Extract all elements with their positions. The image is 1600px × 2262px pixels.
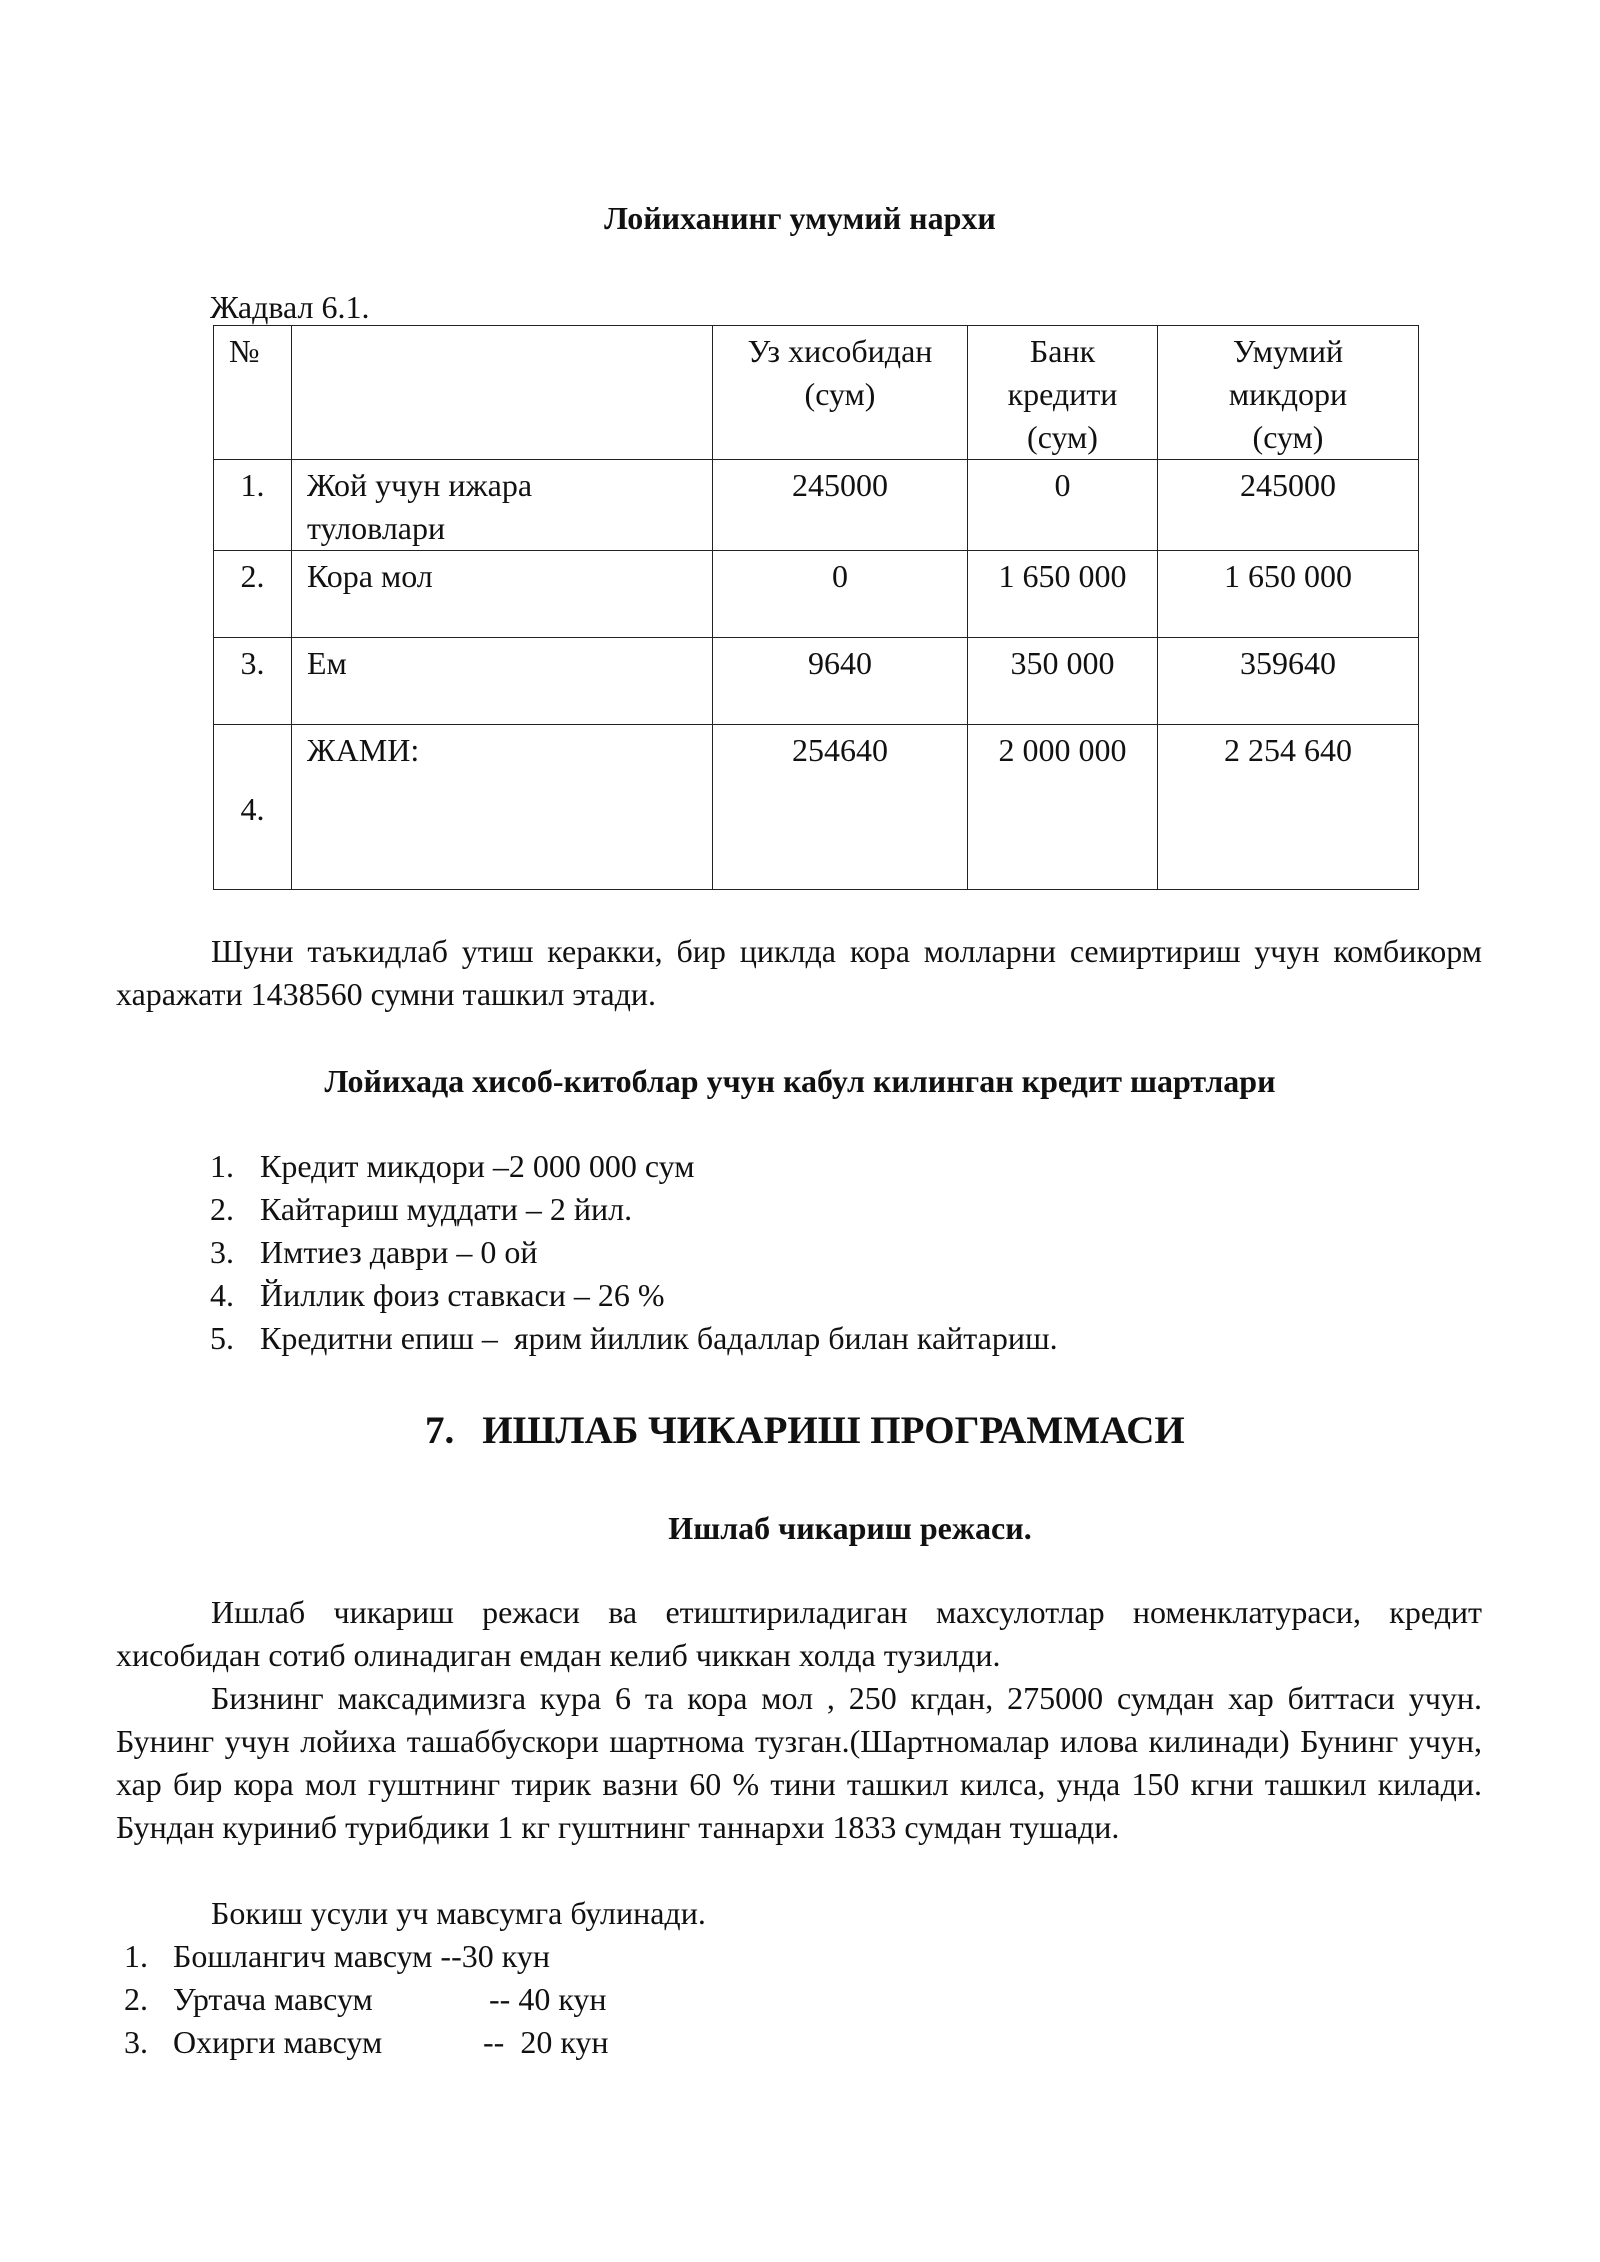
subheading: Ишлаб чикариш режаси. (668, 1510, 1032, 1546)
table-caption: Жадвал 6.1. (210, 289, 370, 325)
list-item: 5. Кредитни епиш – ярим йиллик бадаллар билан кайтариш. (210, 1320, 1058, 1356)
row-total: 1 650 000 (1158, 551, 1419, 638)
section-number: 7. (425, 1409, 455, 1452)
row-bank: 1 650 000 (968, 551, 1158, 638)
list-item: 1. Кредит микдори –2 000 000 сум (210, 1148, 695, 1184)
row-bank: 2 000 000 (968, 725, 1158, 890)
paragraph-production-plan: Ишлаб чикариш режаси ва етиштириладиган махсулотлар номенклатураси, кредит хисобидан сотиб олинадиган емдан келиб чиккан холда тузилди. (116, 1594, 1482, 1673)
section-title: ИШЛАБ ЧИКАРИШ ПРОГРАММАСИ (482, 1409, 1185, 1452)
row-name: Жой учун ижара туловлари (292, 460, 713, 551)
table-row (214, 638, 1419, 725)
header-item (292, 326, 713, 460)
header-number: № (214, 326, 292, 460)
list-item: 3. Имтиез даври – 0 ой (210, 1234, 538, 1270)
row-own: 9640 (713, 638, 968, 725)
paragraph-feeding: Бокиш усули уч мавсумга булинади. (211, 1895, 706, 1931)
table-header-row (214, 326, 1419, 460)
row-name: Ем (292, 638, 713, 725)
page-title: Лойиханинг умумий нархи (604, 200, 996, 236)
list-item: 2. Уртача мавсум -- 40 кун (124, 1981, 607, 2017)
header-total: Умумий микдори (сум) (1158, 326, 1419, 460)
cost-table (213, 325, 1419, 890)
header-own-funds: Уз хисобидан (сум) (713, 326, 968, 460)
list-item: 2. Кайтариш муддати – 2 йил. (210, 1191, 633, 1227)
row-number: 4. (214, 725, 292, 890)
list-item: 3. Охирги мавсум -- 20 кун (124, 2024, 609, 2060)
row-bank: 350 000 (968, 638, 1158, 725)
row-number: 2. (214, 551, 292, 638)
list-item: 4. Йиллик фоиз ставкаси – 26 % (210, 1277, 665, 1313)
row-bank: 0 (968, 460, 1158, 551)
row-number: 3. (214, 638, 292, 725)
row-number: 1. (214, 460, 292, 551)
list-item: 1. Бошлангич мавсум --30 кун (124, 1938, 550, 1974)
seasons-list (124, 1935, 609, 2064)
row-total: 2 254 640 (1158, 725, 1419, 890)
table-row-total (214, 725, 1419, 890)
row-own: 0 (713, 551, 968, 638)
row-total: 359640 (1158, 638, 1419, 725)
paragraph-goal: Бизнинг максадимизга кура 6 та кора мол , 250 кгдан, 275000 сумдан хар биттаси учун. Бунинг учун лойиха ташаббускори шартнома тузган.(Шартномалар илова килинади) Бунинг учун, хар бир кора мол гуштнинг тирик вазни 60 % тини ташкил килса, унда 150 кгни ташкил килади. Бундан куриниб турибдики 1 кг гуштнинг таннархи 1833 сумдан тушади. (116, 1680, 1482, 1845)
credit-terms-heading: Лойихада хисоб-китоблар учун кабул килинган кредит шартлари (324, 1063, 1276, 1099)
section-heading (425, 1406, 1185, 1456)
table-row (214, 551, 1419, 638)
row-name: Кора мол (292, 551, 713, 638)
table-row (214, 460, 1419, 551)
paragraph-fodder-cost: Шуни таъкидлаб утиш керакки, бир циклда кора молларни семиртириш учун комбикорм харажати 1438560 сумни ташкил этади. (116, 933, 1482, 1012)
row-own: 254640 (713, 725, 968, 890)
row-total: 245000 (1158, 460, 1419, 551)
row-name: ЖАМИ: (292, 725, 713, 890)
row-own: 245000 (713, 460, 968, 551)
credit-terms-list (210, 1145, 1058, 1360)
header-bank-credit: Банк кредити (сум) (968, 326, 1158, 460)
